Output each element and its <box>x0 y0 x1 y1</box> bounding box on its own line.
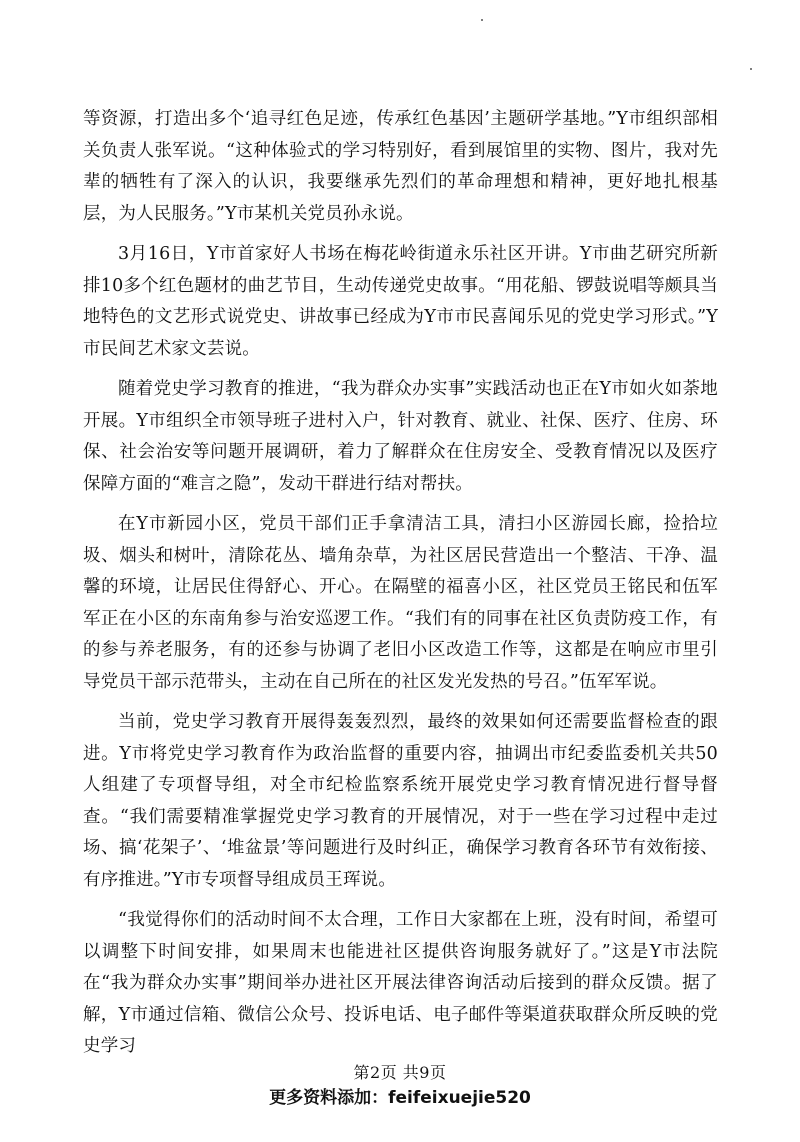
paragraph-4: 在Y市新园小区，党员干部们正手拿清洁工具，清扫小区游园长廊，捡拾垃圾、烟头和树叶，清除花丛、墙角杂草，为社区居民营造出一个整洁、干净、温馨的环境，让居民住得舒心、开心。在隔壁的福喜小区，社区党员王铭民和伍军军正在小区的东南角参与治安巡逻工作。“我们有的同事在社区负责防疫工作，有的参与养老服务，有的还参与协调了老旧小区改造工作等，这都是在响应市里引导党员干部示范带头，主动在自己所在的社区发光发热的号召。”伍军军说。 <box>83 514 718 692</box>
paragraph-6: “我觉得你们的活动时间不太合理，工作日大家都在上班，没有时间，希望可以调整下时间安排，如果周末也能进社区提供咨询服务就好了。”这是Y市法院在“我为群众办实事”期间举办进社区开展法律咨询活动后接到的群众反馈。据了解，Y市通过信箱、微信公众号、投诉电话、电子邮件等渠道获取群众所反映的党史学习 <box>83 910 718 1056</box>
scan-speck <box>481 19 483 21</box>
paragraph-5: 当前，党史学习教育开展得轰轰烈烈，最终的效果如何还需要监督检查的跟进。Y市将党史学习教育作为政治监督的重要内容，抽调出市纪委监委机关共50人组建了专项督导组，对全市纪检监察系统开展党史学习教育情况进行督导督查。“我们需要精准掌握党史学习教育的开展情况，对于一些在学习过程中走过场、搞‘花架子’、‘堆盆景’等问题进行及时纠正，确保学习教育各环节有效衔接、有序推进。”Y市专项督导组成员王珲说。 <box>83 712 718 890</box>
document-body <box>83 104 718 1072</box>
paragraph-1-continued: 等资源，打造出多个‘追寻红色足迹，传承红色基因’主题研学基地。”Y市组织部相关负责人张军说。“这种体验式的学习特别好，看到展馆里的实物、图片，我对先辈的牺牲有了深入的认识，我要继承先烈们的革命理想和精神，更好地扎根基层，为人民服务。”Y市某机关党员孙永说。 <box>83 109 718 224</box>
paragraph-2: 3月16日，Y市首家好人书场在梅花岭街道永乐社区开讲。Y市曲艺研究所新排10多个红色题材的曲艺节目，生动传递党史故事。“用花船、锣鼓说唱等颇具当地特色的文艺形式说党史、讲故事已经成为Y市市民喜闻乐见的党史学习形式。”Y市民间艺术家文芸说。 <box>83 244 718 359</box>
promo-text: 更多资料添加：feifeixuejie520 <box>269 1088 531 1108</box>
scan-speck <box>750 68 752 70</box>
page-number: 第2页 共9页 <box>353 1063 447 1082</box>
paragraph-3: 随着党史学习教育的推进，“我为群众办实事”实践活动也正在Y市如火如荼地开展。Y市组织全市领导班子进村入户，针对教育、就业、社保、医疗、住房、环保、社会治安等问题开展调研，着力了解群众在住房安全、受教育情况以及医疗保障方面的“难言之隐”，发动干群进行结对帮扶。 <box>83 379 718 494</box>
